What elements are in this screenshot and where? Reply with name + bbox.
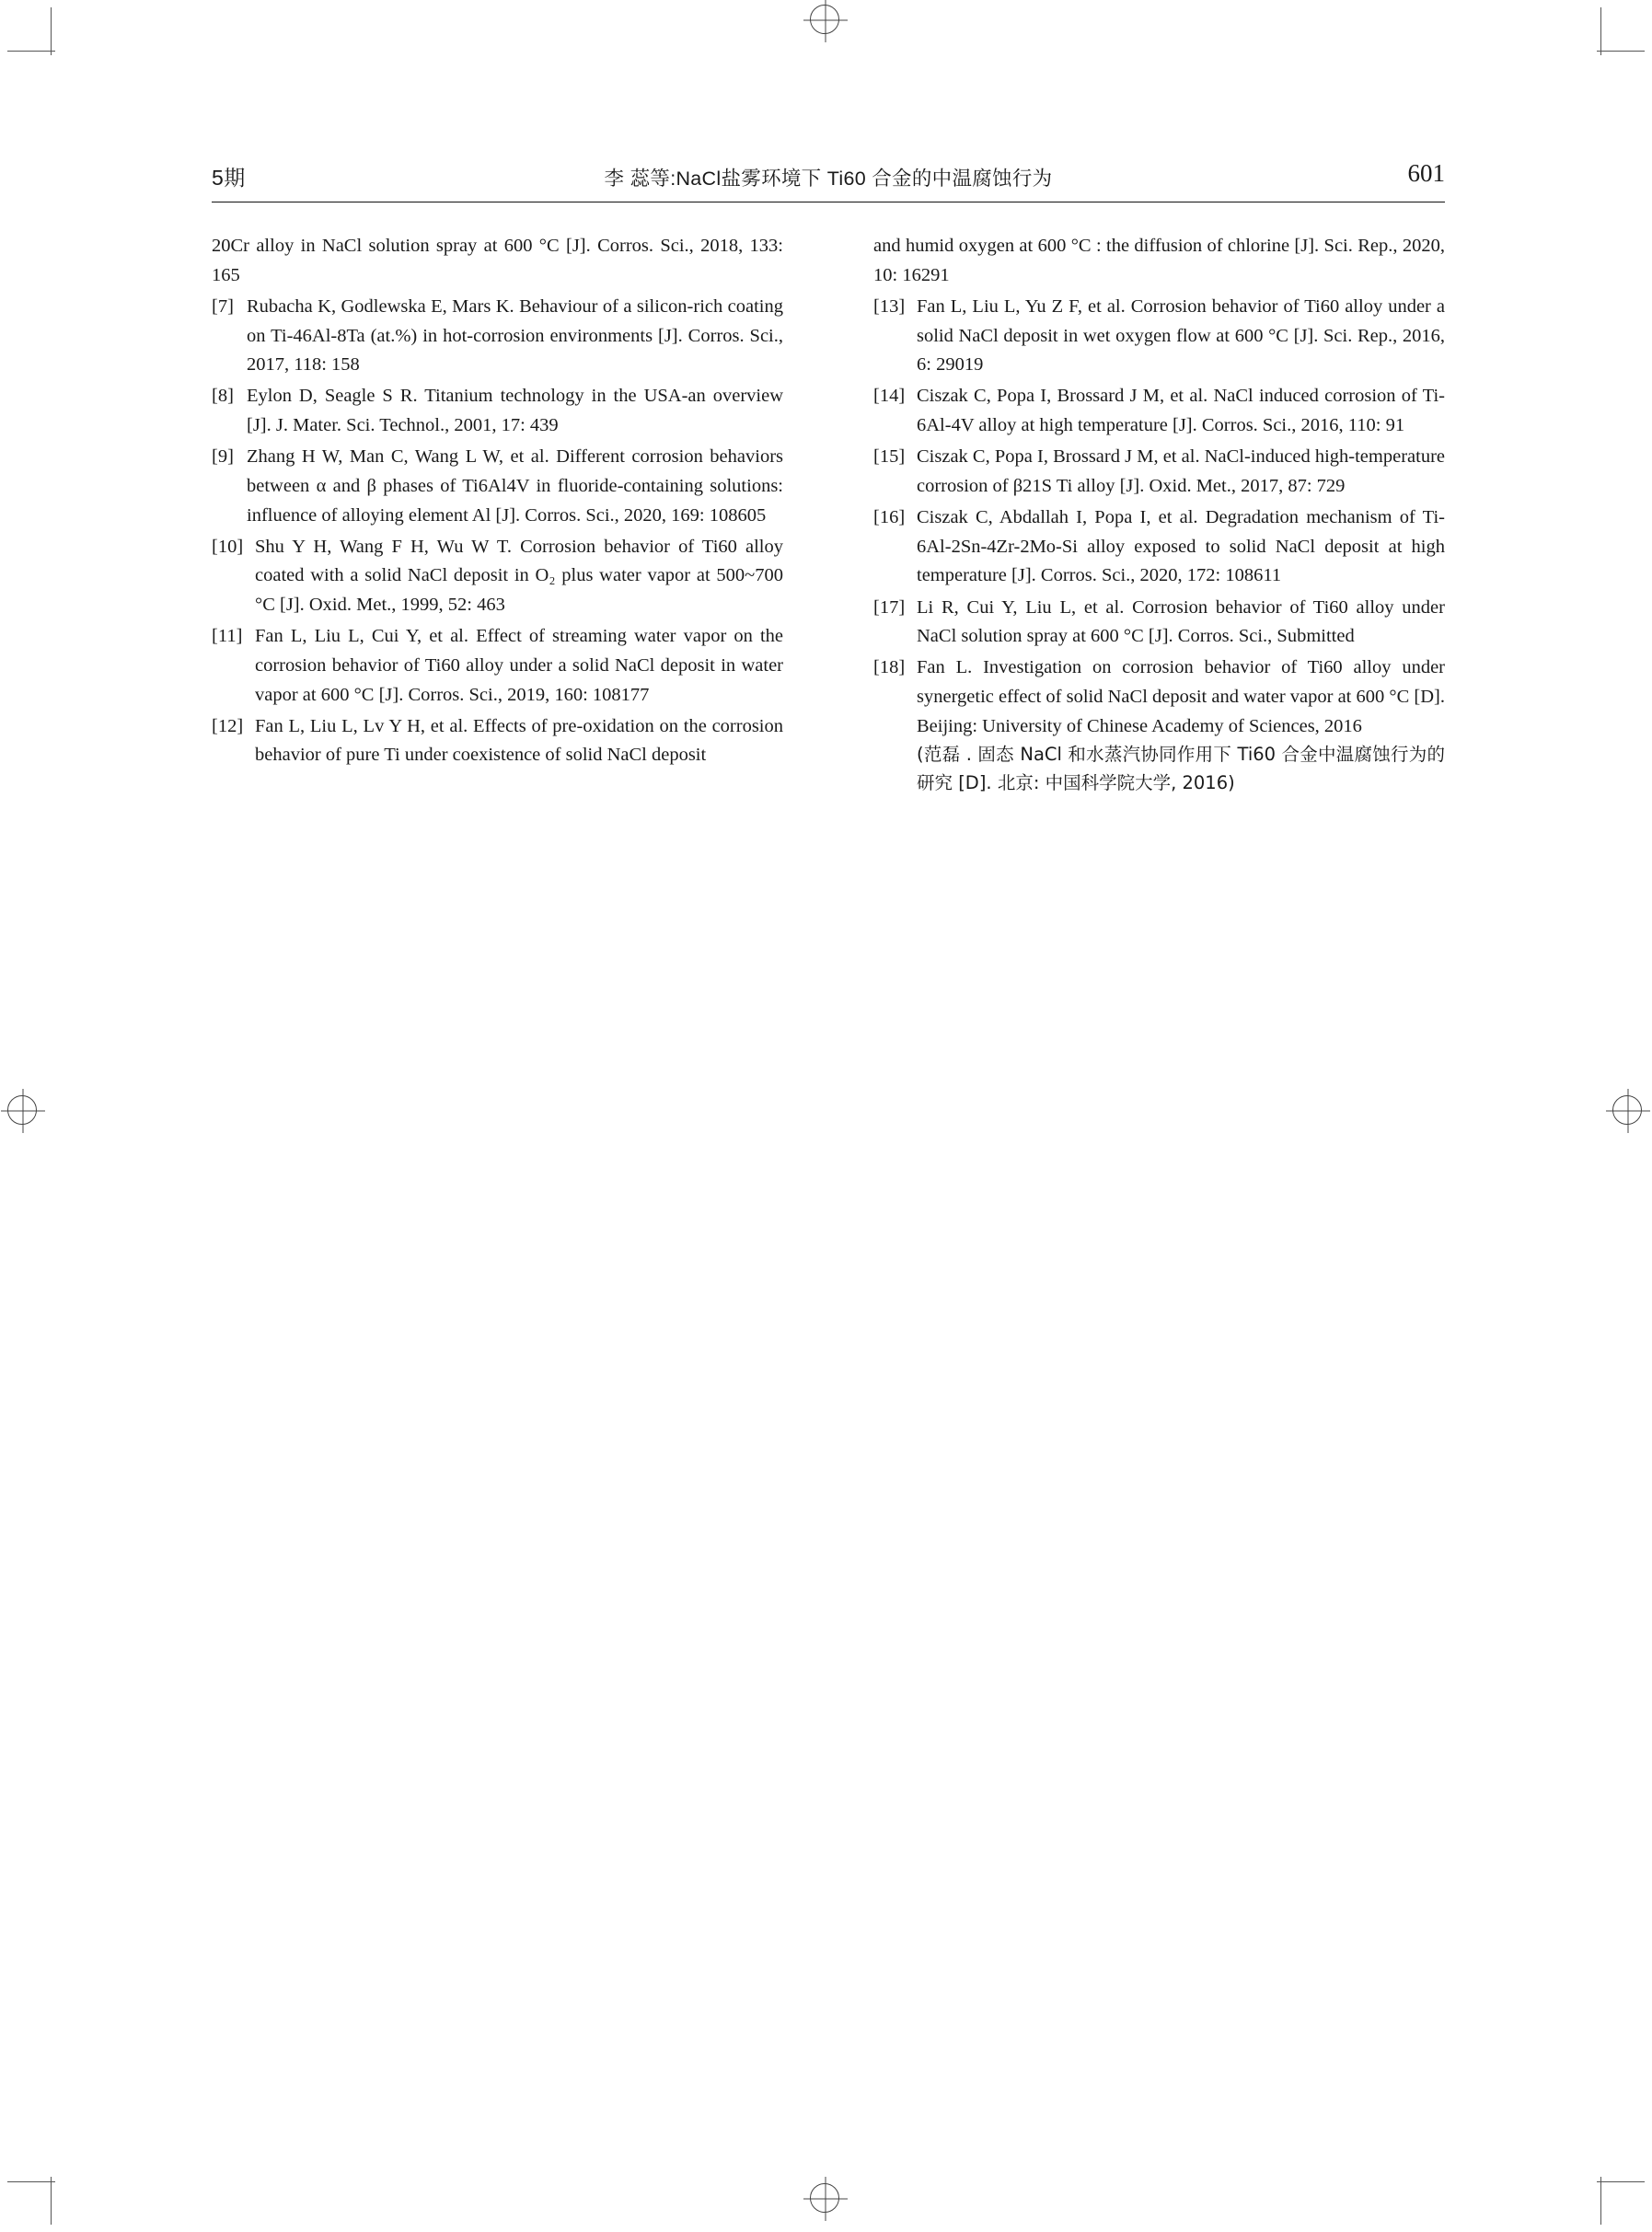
reference-number: [11]: [212, 626, 243, 647]
reference-text: Li R, Cui Y, Liu L, et al. Corrosion behavior of Ti60 alloy under NaCl solution spray at 600 °C [J]. Corros. Sci., Submitted: [917, 596, 1445, 647]
issue-label: 5期: [212, 166, 246, 190]
reference-entry: [212, 382, 783, 440]
registration-mark-top-icon: [810, 5, 841, 36]
reference-entry: [873, 503, 1445, 591]
reference-text-chinese: (范磊 . 固态 NaCl 和水蒸汽协同作用下 Ti60 合金中温腐蚀行为的研究 [D]. 北京: 中国科学院大学, 2016): [917, 744, 1445, 793]
registration-mark-left-icon: [7, 1095, 39, 1127]
reference-entry: [212, 622, 783, 710]
reference-number: [9]: [212, 446, 234, 468]
reference-number: [12]: [212, 715, 244, 736]
reference-text: Ciszak C, Popa I, Brossard J M, et al. NaCl-induced high-temperature corrosion of β21S Ti alloy [J]. Oxid. Met., 2017, 87: 729: [917, 446, 1445, 496]
reference-entry: [873, 653, 1445, 796]
registration-mark-right-icon: [1612, 1095, 1644, 1127]
reference-text: [917, 653, 1445, 796]
crop-mark-bottom-left-horizontal: [7, 2181, 55, 2182]
reference-text: Eylon D, Seagle S R. Titanium technology in the USA-an overview [J]. J. Mater. Sci. Technol., 2001, 17: 439: [247, 386, 783, 436]
reference-entry: [873, 594, 1445, 652]
reference-number: [10]: [212, 536, 244, 557]
reference-entry: [873, 293, 1445, 380]
reference-text: Zhang H W, Man C, Wang L W, et al. Different corrosion behaviors between α and β phases of Ti6Al4V in fluoride-containing solutions: influence of alloying element Al [J]. Corros. Sci., 2020, 169: 108605: [247, 446, 783, 526]
reference-entry: [212, 712, 783, 770]
reference-entry: [873, 382, 1445, 440]
reference-number: [8]: [212, 386, 234, 407]
crop-mark-bottom-right-horizontal: [1597, 2181, 1645, 2182]
crop-mark-bottom-right-vertical: [1600, 2177, 1601, 2225]
reference-text: 20Cr alloy in NaCl solution spray at 600 °C [J]. Corros. Sci., 2018, 133: 165: [212, 236, 783, 285]
reference-text: Fan L, Liu L, Cui Y, et al. Effect of streaming water vapor on the corrosion behavior of Ti60 alloy under a solid NaCl deposit in water vapor at 600 °C [J]. Corros. Sci., 2019, 160: 108177: [255, 626, 783, 705]
left-column: [212, 232, 783, 799]
reference-text: Ciszak C, Abdallah I, Popa I, et al. Degradation mechanism of Ti-6Al-2Sn-4Zr-2Mo-Si alloy exposed to solid NaCl deposit at high temperature [J]. Corros. Sci., 2020, 172: 108611: [917, 507, 1445, 586]
reference-number: [17]: [873, 596, 906, 618]
reference-entry: [212, 443, 783, 530]
crop-mark-top-right-vertical: [1600, 7, 1601, 55]
reference-number: [14]: [873, 386, 906, 407]
reference-text: Ciszak C, Popa I, Brossard J M, et al. NaCl induced corrosion of Ti-6Al-4V alloy at high temperature [J]. Corros. Sci., 2016, 110: 91: [917, 386, 1445, 436]
reference-text: Shu Y H, Wang F H, Wu W T. Corrosion behavior of Ti60 alloy coated with a solid NaCl deposit in O₂ plus water vapor at 500~700 °C [J]. Oxid. Met., 1999, 52: 463: [255, 536, 783, 616]
reference-columns: [212, 232, 1445, 799]
reference-entry: [873, 232, 1445, 290]
crop-mark-bottom-left-vertical: [51, 2177, 52, 2225]
reference-number: [13]: [873, 295, 906, 317]
crop-mark-top-right-horizontal: [1597, 51, 1645, 52]
reference-entry: [212, 533, 783, 620]
reference-entry: [212, 232, 783, 290]
reference-text: Fan L, Liu L, Lv Y H, et al. Effects of pre-oxidation on the corrosion behavior of pure Ti under coexistence of solid NaCl deposit: [255, 715, 783, 766]
reference-text: Fan L, Liu L, Yu Z F, et al. Corrosion behavior of Ti60 alloy under a solid NaCl deposit in wet oxygen flow at 600 °C [J]. Sci. Rep., 2016, 6: 29019: [917, 295, 1445, 376]
reference-entry: [212, 293, 783, 380]
page-number: 601: [1407, 159, 1445, 187]
article-running-title: 李 蕊等:NaCl盐雾环境下 Ti60 合金的中温腐蚀行为: [604, 168, 1053, 190]
right-column: [873, 232, 1445, 799]
reference-number: [16]: [873, 507, 906, 528]
reference-text: Rubacha K, Godlewska E, Mars K. Behaviour of a silicon-rich coating on Ti-46Al-8Ta (at.%) in hot-corrosion environments [J]. Corros. Sci., 2017, 118: 158: [247, 295, 783, 376]
reference-text: and humid oxygen at 600 °C : the diffusion of chlorine [J]. Sci. Rep., 2020, 10: 16291: [873, 236, 1445, 285]
registration-mark-bottom-icon: [810, 2183, 841, 2215]
reference-entry: [873, 443, 1445, 501]
crop-mark-top-left-vertical: [51, 7, 52, 55]
reference-text-english: Fan L. Investigation on corrosion behavior of Ti60 alloy under synergetic effect of solid NaCl deposit and water vapor at 600 °C [D]. Beijing: University of Chinese Academy of Sciences, 2016: [917, 657, 1445, 736]
reference-number: [7]: [212, 295, 234, 317]
running-head: [212, 161, 1445, 198]
reference-number: [18]: [873, 657, 906, 678]
reference-number: [15]: [873, 446, 906, 468]
crop-mark-top-left-horizontal: [7, 51, 55, 52]
